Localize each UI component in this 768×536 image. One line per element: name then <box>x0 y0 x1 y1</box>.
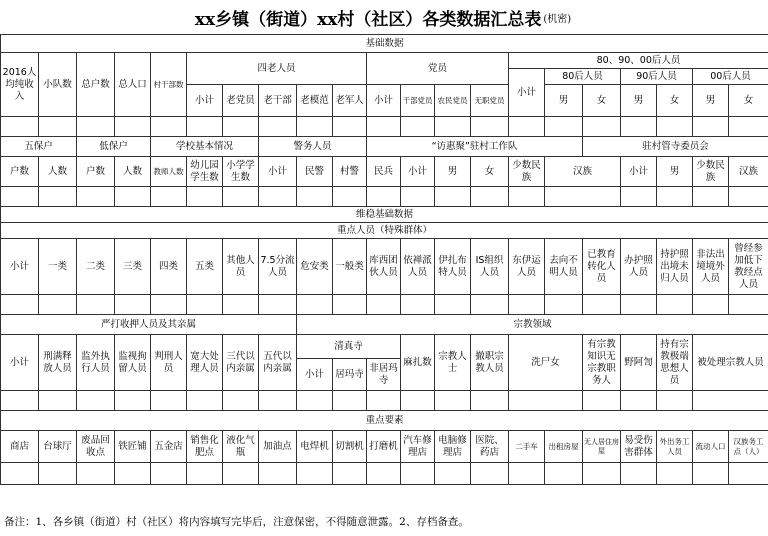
strike-col-header: 监外执行人员 <box>77 335 115 391</box>
primary-students-header: 小学学生数 <box>223 157 259 187</box>
strike-col-header: 监视拘留人员 <box>115 335 151 391</box>
police-subtotal-header: 小计 <box>259 157 297 187</box>
table-cell[interactable] <box>471 187 509 207</box>
mosque-juma-header: 居玛寺 <box>333 359 367 391</box>
table-cell[interactable] <box>657 187 693 207</box>
table-cell[interactable] <box>657 295 693 315</box>
table-cell[interactable] <box>297 391 333 411</box>
element-col-header: 打磨机 <box>367 431 401 463</box>
key-col-header: 五类 <box>187 239 223 295</box>
table-cell[interactable] <box>333 391 367 411</box>
table-cell[interactable] <box>509 187 545 207</box>
element-col-header: 电焊机 <box>297 431 333 463</box>
old-model-header: 老模范 <box>297 85 333 117</box>
key-col-header: 办护照人员 <box>621 239 657 295</box>
mosque-subtotal-header: 小计 <box>297 359 333 391</box>
table-cell[interactable] <box>693 295 729 315</box>
village-police-header: 村警 <box>333 157 367 187</box>
table-cell[interactable] <box>223 117 259 137</box>
strike-col-header: 宽大处理人员 <box>187 335 223 391</box>
table-cell[interactable] <box>367 295 401 315</box>
element-col-header: 汉族务工点（人） <box>729 431 768 463</box>
key-col-header: 库西团伙人员 <box>367 239 401 295</box>
temple-subtotal-header: 小计 <box>621 157 657 187</box>
table-cell[interactable] <box>333 295 367 315</box>
element-col-header: 电脑修理店 <box>435 431 471 463</box>
table-cell[interactable] <box>333 117 367 137</box>
table-cell[interactable] <box>621 117 657 137</box>
table-cell[interactable] <box>367 117 401 137</box>
table-cell[interactable] <box>435 463 471 485</box>
religion-col-header: 宗教人士 <box>435 335 471 391</box>
table-cell[interactable] <box>297 463 333 485</box>
table-cell[interactable] <box>693 391 768 411</box>
b90-male-header: 男 <box>621 85 657 117</box>
b90-female-header: 女 <box>657 85 693 117</box>
table-cell[interactable] <box>401 187 435 207</box>
temple-male-header: 男 <box>657 157 693 187</box>
table-cell[interactable] <box>151 295 187 315</box>
dibao-header: 低保户 <box>77 137 151 157</box>
four-old-subtotal-header: 小计 <box>187 85 223 117</box>
element-col-header: 易受伤害群体 <box>621 431 657 463</box>
table-cell[interactable] <box>509 463 545 485</box>
table-cell[interactable] <box>187 463 223 485</box>
table-cell[interactable] <box>151 463 187 485</box>
table-cell[interactable] <box>39 463 77 485</box>
table-cell[interactable] <box>729 295 768 315</box>
b00-female-header: 女 <box>729 85 768 117</box>
table-cell[interactable] <box>259 463 297 485</box>
element-col-header: 汽车修理店 <box>401 431 435 463</box>
religion-col-header: 有宗教知识无宗教职务人 <box>583 335 621 391</box>
element-col-header: 二手车 <box>509 431 545 463</box>
table-cell[interactable] <box>223 295 259 315</box>
team-count-header: 小队数 <box>39 53 77 117</box>
element-col-header: 切割机 <box>333 431 367 463</box>
section-basic-header: 基础数据 <box>1 35 768 53</box>
element-col-header: 销售化肥点 <box>187 431 223 463</box>
born-90s-header: 90后人员 <box>621 69 693 85</box>
key-col-header: 四类 <box>151 239 187 295</box>
table-cell[interactable] <box>333 463 367 485</box>
table-cell[interactable] <box>77 295 115 315</box>
table-cell[interactable] <box>259 295 297 315</box>
strike-col-header: 刑满释放人员 <box>39 335 77 391</box>
table-cell[interactable] <box>367 391 401 411</box>
table-cell[interactable] <box>435 391 471 411</box>
old-cadre-header: 老干部 <box>259 85 297 117</box>
religion-col-header: 野阿訇 <box>621 335 657 391</box>
police-header: 警务人员 <box>259 137 367 157</box>
table-cell[interactable] <box>1 187 39 207</box>
table-cell[interactable] <box>367 463 401 485</box>
table-cell[interactable] <box>471 295 509 315</box>
table-cell[interactable] <box>693 187 729 207</box>
religion-col-header: 被处理宗教人员 <box>693 335 768 391</box>
table-cell[interactable] <box>77 187 115 207</box>
table-cell[interactable] <box>471 463 509 485</box>
table-cell[interactable] <box>77 463 115 485</box>
table-cell[interactable] <box>545 117 583 137</box>
key-col-header: 三类 <box>115 239 151 295</box>
sheet-title <box>0 0 766 34</box>
cadre-count-header: 村干部数 <box>151 53 187 117</box>
team-han-header: 汉族 <box>545 157 621 187</box>
element-col-header: 铁匠铺 <box>115 431 151 463</box>
table-cell[interactable] <box>435 295 471 315</box>
table-cell[interactable] <box>401 117 435 137</box>
table-cell[interactable] <box>621 187 657 207</box>
table-cell[interactable] <box>621 463 657 485</box>
born-00s-header: 00后人员 <box>693 69 768 85</box>
title-secret: (机密) <box>543 13 572 25</box>
element-col-header: 无人居住房屋 <box>583 431 621 463</box>
table-cell[interactable] <box>223 463 259 485</box>
table-cell[interactable] <box>509 117 545 137</box>
cadre-party-header: 干部党员 <box>401 85 435 117</box>
born-80s-header: 80后人员 <box>545 69 621 85</box>
table-cell[interactable] <box>151 187 187 207</box>
key-elements-header: 重点要素 <box>1 411 768 431</box>
key-col-header: 小计 <box>1 239 39 295</box>
born-80-90-00-header: 80、90、00后人员 <box>509 53 768 69</box>
table-cell[interactable] <box>39 391 77 411</box>
wubao-header: 五保户 <box>1 137 77 157</box>
religion-col-header: 洗尸女 <box>509 335 583 391</box>
table-cell[interactable] <box>435 117 471 137</box>
old-party-header: 老党员 <box>223 85 259 117</box>
table-cell[interactable] <box>657 391 693 411</box>
religion-col-header: 麻扎数 <box>401 335 435 391</box>
table-cell[interactable] <box>621 295 657 315</box>
work-team-header: “访惠聚”驻村工作队 <box>367 137 583 157</box>
wubao-people-header: 人数 <box>39 157 77 187</box>
table-cell[interactable] <box>187 391 223 411</box>
element-col-header: 五金店 <box>151 431 187 463</box>
born-subtotal-header: 小计 <box>509 69 545 117</box>
mosque-nonjuma-header: 非居玛寺 <box>367 359 401 391</box>
element-col-header: 医院、药店 <box>471 431 509 463</box>
table-cell[interactable] <box>401 391 435 411</box>
table-cell[interactable] <box>401 295 435 315</box>
table-cell[interactable] <box>545 295 583 315</box>
table-cell[interactable] <box>509 391 583 411</box>
table-cell[interactable] <box>367 187 401 207</box>
team-minority-header: 少数民族 <box>509 157 545 187</box>
element-col-header: 废品回收点 <box>77 431 115 463</box>
table-cell[interactable] <box>693 463 729 485</box>
table-cell[interactable] <box>151 117 187 137</box>
strike-col-header: 五代以内亲属 <box>259 335 297 391</box>
key-col-header: 依禅派人员 <box>401 239 435 295</box>
party-subtotal-header: 小计 <box>367 85 401 117</box>
table-cell[interactable] <box>223 391 259 411</box>
table-cell[interactable] <box>115 463 151 485</box>
religion-col-header: 撤职宗教人员 <box>471 335 509 391</box>
table-cell[interactable] <box>259 117 297 137</box>
militia-header: 民兵 <box>367 157 401 187</box>
temple-committee-header: 驻村管寺委员会 <box>583 137 768 157</box>
table-cell[interactable] <box>693 117 729 137</box>
table-cell[interactable] <box>115 187 151 207</box>
b00-male-header: 男 <box>693 85 729 117</box>
table-cell[interactable] <box>657 117 693 137</box>
table-cell[interactable] <box>115 295 151 315</box>
key-persons-header: 重点人员（特殊群体） <box>1 223 768 239</box>
party-header: 党员 <box>367 53 509 85</box>
household-header: 总户数 <box>77 53 115 117</box>
key-col-header: 已教育转化人员 <box>583 239 621 295</box>
key-col-header: 其他人员 <box>223 239 259 295</box>
table-cell[interactable] <box>1 391 39 411</box>
team-male-header: 男 <box>435 157 471 187</box>
team-female-header: 女 <box>471 157 509 187</box>
table-cell[interactable] <box>77 117 115 137</box>
four-old-header: 四老人员 <box>187 53 367 85</box>
table-cell[interactable] <box>187 295 223 315</box>
table-cell[interactable] <box>471 117 509 137</box>
table-cell[interactable] <box>545 463 583 485</box>
temple-minority-header: 少数民族 <box>693 157 729 187</box>
table-cell[interactable] <box>583 295 621 315</box>
table-cell[interactable] <box>333 187 367 207</box>
table-cell[interactable] <box>545 187 621 207</box>
title-main: xx乡镇（街道）xx村（社区）各类数据汇总表 <box>194 9 542 30</box>
team-subtotal-header: 小计 <box>401 157 435 187</box>
table-cell[interactable] <box>583 391 621 411</box>
table-cell[interactable] <box>1 463 39 485</box>
temple-han-header: 汉族 <box>729 157 768 187</box>
key-col-header: 7.5分流人员 <box>259 239 297 295</box>
table-cell[interactable] <box>471 391 509 411</box>
table-cell[interactable] <box>223 187 259 207</box>
old-army-header: 老军人 <box>333 85 367 117</box>
civil-police-header: 民警 <box>297 157 333 187</box>
table-cell[interactable] <box>297 295 333 315</box>
table-cell[interactable] <box>401 463 435 485</box>
strike-col-header: 判刑人员 <box>151 335 187 391</box>
element-col-header: 流动人口 <box>693 431 729 463</box>
strike-header: 严打收押人员及其亲属 <box>1 315 297 335</box>
school-header: 学校基本情况 <box>151 137 259 157</box>
jobless-party-header: 无职党员 <box>471 85 509 117</box>
population-header: 总人口 <box>115 53 151 117</box>
table-cell[interactable] <box>187 117 223 137</box>
key-col-header: 一般类 <box>333 239 367 295</box>
table-cell[interactable] <box>583 463 621 485</box>
table-cell[interactable] <box>1 117 39 137</box>
wubao-households-header: 户数 <box>1 157 39 187</box>
mosque-header: 清真寺 <box>297 335 401 359</box>
table-cell[interactable] <box>259 187 297 207</box>
table-cell[interactable] <box>729 463 768 485</box>
table-cell[interactable] <box>297 117 333 137</box>
element-col-header: 商店 <box>1 431 39 463</box>
dibao-people-header: 人数 <box>115 157 151 187</box>
dibao-households-header: 户数 <box>77 157 115 187</box>
table-cell[interactable] <box>657 463 693 485</box>
key-col-header: 危安类 <box>297 239 333 295</box>
table-cell[interactable] <box>39 117 77 137</box>
key-col-header: 伊扎布特人员 <box>435 239 471 295</box>
table-cell[interactable] <box>729 117 768 137</box>
religion-col-header: 持有宗教极端思想人员 <box>657 335 693 391</box>
table-cell[interactable] <box>435 187 471 207</box>
table-cell[interactable] <box>621 391 657 411</box>
section-stability-header: 维稳基础数据 <box>1 207 768 223</box>
key-col-header: 一类 <box>39 239 77 295</box>
key-col-header: 持护照出境未归人员 <box>657 239 693 295</box>
strike-col-header: 三代以内亲属 <box>223 335 259 391</box>
table-cell[interactable] <box>583 117 621 137</box>
key-col-header: 曾经参加低下教经点人员 <box>729 239 768 295</box>
table-cell[interactable] <box>39 187 77 207</box>
table-cell[interactable] <box>39 295 77 315</box>
key-col-header: IS组织人员 <box>471 239 509 295</box>
teachers-header: 教师人数 <box>151 157 187 187</box>
table-cell[interactable] <box>509 295 545 315</box>
table-cell[interactable] <box>259 391 297 411</box>
key-col-header: 非法出境境外人员 <box>693 239 729 295</box>
table-cell[interactable] <box>77 391 115 411</box>
strike-col-header: 小计 <box>1 335 39 391</box>
key-col-header: 东伊运人员 <box>509 239 545 295</box>
element-col-header: 加油点 <box>259 431 297 463</box>
element-col-header: 外出务工人员 <box>657 431 693 463</box>
religion-header: 宗教领域 <box>297 315 768 335</box>
table-cell[interactable] <box>115 391 151 411</box>
table-cell[interactable] <box>151 391 187 411</box>
data-table <box>0 34 768 485</box>
element-col-header: 液化气瓶 <box>223 431 259 463</box>
income-header: 2016人均纯收入 <box>1 53 39 117</box>
b80-female-header: 女 <box>583 85 621 117</box>
key-col-header: 去向不明人员 <box>545 239 583 295</box>
element-col-header: 台球厅 <box>39 431 77 463</box>
table-cell[interactable] <box>1 295 39 315</box>
table-cell[interactable] <box>297 187 333 207</box>
table-cell[interactable] <box>187 187 223 207</box>
key-col-header: 二类 <box>77 239 115 295</box>
table-cell[interactable] <box>115 117 151 137</box>
footnote: 备注：1、各乡镇（街道）村（社区）将内容填写完毕后，注意保密，不得随意泄露。2、存档备查。 <box>4 516 469 528</box>
table-cell[interactable] <box>729 187 768 207</box>
b80-male-header: 男 <box>545 85 583 117</box>
farmer-party-header: 农民党员 <box>435 85 471 117</box>
kindergarten-students-header: 幼儿园学生数 <box>187 157 223 187</box>
element-col-header: 出租房屋 <box>545 431 583 463</box>
